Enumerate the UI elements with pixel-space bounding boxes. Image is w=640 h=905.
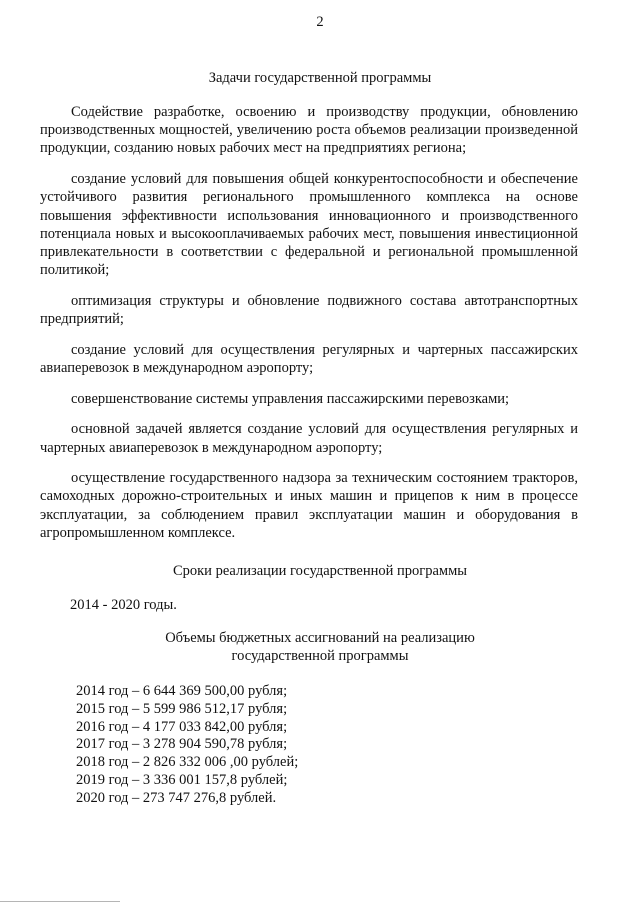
tasks-list	[40, 103, 578, 555]
terms-value: 2014 - 2020 годы.	[70, 597, 177, 613]
task-paragraph: создание условий для осуществления регулярных и чартерных пассажирских авиаперевозок в международном аэропорту;	[40, 341, 578, 376]
task-paragraph: оптимизация структуры и обновление подвижного состава автотранспортных предприятий;	[40, 292, 578, 328]
budget-item: 2019 год – 3 336 001 157,8 рублей;	[76, 771, 288, 788]
tasks-heading: Задачи государственной программы	[208, 70, 432, 86]
budget-item: 2014 год – 6 644 369 500,00 рубля;	[76, 683, 288, 699]
task-paragraph: создание условий для повышения общей конкурентоспособности и обеспечение устойчивого развития регионального промышленного комплекса на основе повышения эффективности использования инновационного и производственного потенциала новых и высокооплачиваемых рабочих мест, повышения инвестиционной привлекательности в соответствии с федеральной и региональной промышленной политикой;	[40, 171, 578, 279]
budget-item: 2016 год – 4 177 033 842,00 рубля;	[76, 718, 288, 735]
budget-heading-line: государственной программы	[231, 648, 409, 664]
budget-item: 2018 год – 2 826 332 006 ,00 рублей;	[76, 754, 299, 771]
budget-item: 2015 год – 5 599 986 512,17 рубля;	[76, 700, 288, 717]
task-paragraph: Содействие разработке, освоению и производству продукции, обновлению производственных мощностей, увеличению роста объемов реализации произведенной продукции, созданию новых рабочих мест на предприятиях региона;	[40, 104, 578, 157]
budget-list	[76, 683, 298, 808]
task-paragraph: осуществление государственного надзора за техническим состоянием тракторов, самоходных дорожно-строительных и иных машин и прицепов к ним в процессе эксплуатации, за соблюдением правил эксплуатации машин и оборудования в агропромышленном комплексе.	[40, 470, 578, 541]
terms-heading: Сроки реализации государственной программы	[172, 563, 468, 579]
budget-heading-line: Объемы бюджетных ассигнований на реализацию	[165, 630, 475, 646]
budget-heading	[40, 629, 600, 665]
budget-item: 2020 год – 273 747 276,8 рублей.	[76, 789, 277, 806]
footer-divider	[0, 901, 120, 902]
budget-item: 2017 год – 3 278 904 590,78 рубля;	[76, 736, 288, 753]
page-number: 2	[316, 14, 324, 30]
task-paragraph: совершенствование системы управления пассажирскими перевозками;	[71, 390, 510, 407]
task-paragraph: основной задачей является создание условий для осуществления регулярных и чартерных авиаперевозок в международном аэропорту;	[40, 421, 578, 456]
